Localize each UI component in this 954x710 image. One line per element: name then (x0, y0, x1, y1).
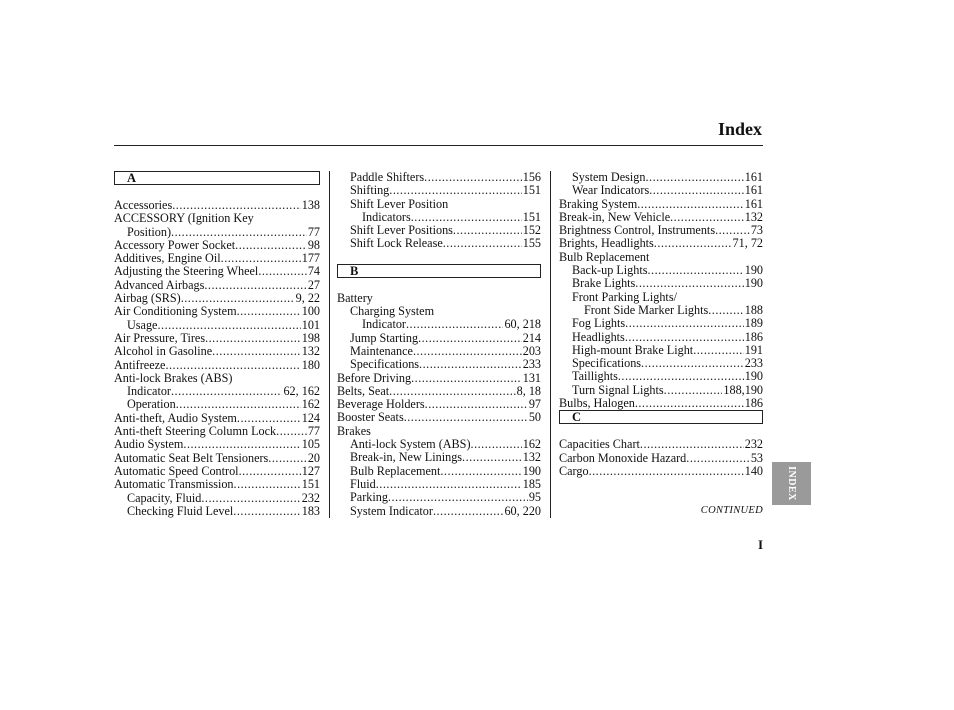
index-entry[interactable] (337, 211, 541, 224)
dot-leader (425, 398, 528, 411)
entry-term: Capacities Chart (559, 437, 640, 452)
dot-leader (237, 305, 301, 318)
index-entry[interactable] (559, 384, 763, 397)
entry-term: Carbon Monoxide Hazard (559, 450, 687, 465)
entry-page: 188 (744, 302, 763, 317)
index-entry[interactable] (337, 491, 541, 504)
dot-leader (212, 345, 301, 358)
dot-leader (413, 345, 522, 358)
entry-term: System Indicator (350, 503, 433, 518)
entry-term: Turn Signal Lights (572, 382, 664, 397)
entry-term: Accessory Power Socket (114, 237, 236, 252)
index-entry[interactable] (337, 292, 541, 305)
dot-leader (411, 372, 522, 385)
dot-leader (157, 319, 300, 332)
dot-leader (618, 370, 744, 383)
index-entry[interactable] (559, 211, 763, 224)
dot-leader (235, 239, 307, 252)
dot-leader (176, 398, 301, 411)
dot-leader (406, 318, 503, 331)
index-entry[interactable] (559, 397, 763, 410)
entry-page: 105 (301, 437, 320, 452)
entry-term: Shift Lock Release (350, 236, 443, 251)
entry-page: 162 (301, 397, 320, 412)
entry-term: Charging System (350, 304, 435, 319)
dot-leader (239, 465, 301, 478)
entry-term: Automatic Transmission (114, 477, 234, 492)
entry-page: 74 (307, 264, 320, 279)
index-entry[interactable] (114, 212, 320, 225)
entry-page: 151 (301, 477, 320, 492)
entry-term: Usage (127, 317, 158, 332)
entry-term: Wear Indicators (572, 183, 650, 198)
index-entry[interactable] (114, 345, 320, 358)
entry-term: Advanced Airbags (114, 277, 205, 292)
entry-term: Specifications (350, 357, 420, 372)
entry-term: Automatic Speed Control (114, 463, 239, 478)
continued-note: CONTINUED (700, 505, 763, 516)
index-entry[interactable] (114, 319, 320, 332)
entry-term: Front Side Marker Lights (584, 302, 709, 317)
index-entry[interactable] (337, 438, 541, 451)
index-entry[interactable] (559, 317, 763, 330)
index-entry[interactable] (337, 451, 541, 464)
index-entry[interactable] (114, 252, 320, 265)
index-column-1 (114, 171, 320, 518)
entry-page: 77 (307, 424, 320, 439)
entry-page: 155 (522, 236, 541, 251)
entry-page: 60, 218 (504, 317, 541, 332)
dot-leader (237, 412, 301, 425)
dot-leader (181, 292, 295, 305)
entry-term: Booster Seats (337, 410, 404, 425)
dot-leader (589, 465, 744, 478)
entry-term: Taillights (572, 369, 618, 384)
entry-term: Anti-theft, Audio System (114, 410, 237, 425)
index-entry[interactable] (337, 318, 541, 331)
index-entry[interactable] (114, 199, 320, 212)
entry-page: 95 (528, 490, 541, 505)
index-entry[interactable] (114, 505, 320, 518)
index-entry[interactable] (114, 478, 320, 491)
index-entry[interactable] (559, 198, 763, 211)
entry-page: 131 (522, 370, 541, 385)
entry-page: 101 (301, 317, 320, 332)
index-entry[interactable] (559, 452, 763, 465)
index-entry[interactable] (559, 291, 763, 304)
dot-leader (276, 425, 307, 438)
dot-leader (376, 478, 522, 491)
entry-term: Back-up Lights (572, 263, 648, 278)
dot-leader (640, 438, 744, 451)
dot-leader (641, 357, 744, 370)
entry-page: 161 (744, 196, 763, 211)
index-entry[interactable] (559, 370, 763, 383)
index-entry[interactable] (559, 344, 763, 357)
title-rule (114, 145, 763, 146)
index-entry[interactable] (114, 425, 320, 438)
dot-leader (204, 279, 306, 292)
entry-term: Adjusting the Steering Wheel (114, 264, 259, 279)
entry-term: Brightness Control, Instruments (559, 223, 716, 238)
dot-leader (664, 384, 723, 397)
entry-page: 186 (744, 329, 763, 344)
section-letter: B (337, 264, 541, 278)
dot-leader (171, 385, 282, 398)
entry-term: Battery (337, 290, 373, 305)
index-entry[interactable] (114, 398, 320, 411)
section-letter: C (559, 410, 763, 424)
dot-leader (708, 304, 743, 317)
entry-page: 233 (522, 357, 541, 372)
index-entry[interactable] (559, 465, 763, 478)
entry-page: 180 (301, 357, 320, 372)
entry-page: 140 (744, 463, 763, 478)
entry-term: Indicators (362, 209, 411, 224)
dot-leader (424, 171, 522, 184)
dot-leader (440, 465, 521, 478)
index-entry[interactable] (114, 279, 320, 292)
index-entry[interactable] (337, 184, 541, 197)
dot-leader (258, 265, 307, 278)
dot-leader (221, 252, 301, 265)
entry-term: Break-in, New Vehicle (559, 209, 671, 224)
index-entry[interactable] (337, 198, 541, 211)
index-entry[interactable] (337, 505, 541, 518)
dot-leader (183, 438, 300, 451)
side-tab-label: INDEX (785, 466, 797, 501)
entry-page: 214 (522, 330, 541, 345)
entry-term: Bulb Replacement (559, 249, 650, 264)
entry-term: Before Driving (337, 370, 412, 385)
entry-term: Parking (350, 490, 388, 505)
entry-term: High-mount Brake Light (572, 342, 694, 357)
index-entry[interactable] (559, 357, 763, 370)
page-title: Index (717, 119, 762, 139)
entry-page: 73 (750, 223, 763, 238)
dot-leader (234, 478, 301, 491)
dot-leader (654, 237, 732, 250)
dot-leader (686, 452, 750, 465)
entry-page: 132 (522, 450, 541, 465)
index-entry[interactable] (559, 184, 763, 197)
index-entry[interactable] (559, 251, 763, 264)
entry-page: 190 (744, 369, 763, 384)
index-entry[interactable] (559, 331, 763, 344)
section-letter: A (114, 171, 320, 185)
entry-page: 191 (744, 342, 763, 357)
index-entry[interactable] (337, 305, 541, 318)
entry-term: Fog Lights (572, 316, 626, 331)
dot-leader (165, 359, 300, 372)
column-divider (329, 171, 330, 518)
entry-term: Brake Lights (572, 276, 636, 291)
entry-term: Position) (127, 224, 172, 239)
dot-leader (693, 344, 744, 357)
entry-term: Operation (127, 397, 176, 412)
dot-leader (205, 332, 301, 345)
index-entry[interactable] (337, 465, 541, 478)
entry-term: Air Pressure, Tires (114, 330, 206, 345)
dot-leader (637, 198, 744, 211)
entry-page: 60, 220 (504, 503, 541, 518)
index-entry[interactable] (337, 224, 541, 237)
entry-term: Brights, Headlights (559, 236, 654, 251)
index-entry[interactable] (337, 372, 541, 385)
section-gap (337, 251, 541, 264)
dot-leader (411, 211, 522, 224)
index-entry[interactable] (337, 385, 541, 398)
entry-page: 8, 18 (516, 383, 541, 398)
entry-page: 161 (744, 170, 763, 184)
entry-term: Headlights (572, 329, 625, 344)
entry-page: 185 (522, 476, 541, 491)
index-entry[interactable] (114, 239, 320, 252)
entry-term: Additives, Engine Oil (114, 251, 221, 266)
index-entry[interactable] (337, 411, 541, 424)
index-entry[interactable] (559, 237, 763, 250)
entry-page: 151 (522, 183, 541, 198)
entry-page: 161 (744, 183, 763, 198)
index-entry[interactable] (114, 359, 320, 372)
index-entry[interactable] (559, 304, 763, 317)
entry-page: 132 (301, 344, 320, 359)
entry-term: Anti-lock Brakes (ABS) (114, 370, 233, 385)
entry-page: 190 (522, 463, 541, 478)
entry-term: Shifting (350, 183, 390, 198)
entry-page: 156 (522, 170, 541, 184)
entry-term: Shift Lever Positions (350, 223, 453, 238)
dot-leader (172, 199, 301, 212)
entry-term: Front Parking Lights/ (572, 289, 677, 304)
dot-leader (647, 264, 743, 277)
index-entry[interactable] (337, 237, 541, 250)
dot-leader (635, 277, 743, 290)
entry-page: 151 (522, 209, 541, 224)
dot-leader (453, 224, 522, 237)
entry-page: 20 (307, 450, 320, 465)
dot-leader (649, 184, 744, 197)
entry-term: Indicator (362, 317, 406, 332)
dot-leader (404, 411, 528, 424)
entry-term: Anti-lock System (ABS) (350, 437, 471, 452)
index-entry[interactable] (559, 438, 763, 451)
entry-term: Paddle Shifters (350, 170, 425, 184)
entry-term: Indicator (127, 384, 171, 399)
entry-term: Specifications (572, 356, 642, 371)
entry-term: Anti-theft Steering Column Lock (114, 424, 277, 439)
index-entry[interactable] (337, 358, 541, 371)
dot-leader (201, 492, 300, 505)
entry-term: Shift Lever Position (350, 196, 449, 211)
entry-term: Belts, Seat (337, 383, 390, 398)
entry-term: Brakes (337, 423, 371, 438)
dot-leader (443, 237, 522, 250)
index-entry[interactable] (114, 332, 320, 345)
entry-page: 190 (744, 263, 763, 278)
entry-page: 62, 162 (283, 384, 320, 399)
entry-page: 9, 22 (295, 291, 320, 306)
index-entry[interactable] (114, 385, 320, 398)
entry-page: 100 (301, 304, 320, 319)
entry-term: Bulbs, Halogen (559, 396, 635, 411)
page-number: I (757, 537, 763, 552)
entry-page: 27 (307, 277, 320, 292)
entry-term: Checking Fluid Level (127, 503, 234, 518)
dot-leader (389, 385, 515, 398)
dot-leader (268, 452, 307, 465)
entry-term: Cargo (559, 463, 589, 478)
entry-page: 186 (744, 396, 763, 411)
entry-term: ACCESSORY (Ignition Key (114, 211, 254, 226)
entry-page: 198 (301, 330, 320, 345)
entry-page: 190 (744, 276, 763, 291)
entry-page: 124 (301, 410, 320, 425)
dot-leader (418, 332, 522, 345)
entry-page: 71, 72 (732, 236, 763, 251)
index-entry[interactable] (114, 492, 320, 505)
dot-leader (670, 211, 744, 224)
entry-page: 53 (750, 450, 763, 465)
entry-term: System Design (572, 170, 646, 184)
dot-leader (233, 505, 300, 518)
entry-page: 162 (522, 437, 541, 452)
dot-leader (171, 226, 307, 239)
index-entry[interactable] (559, 277, 763, 290)
index-column-3 (559, 171, 763, 478)
entry-term: Automatic Seat Belt Tensioners (114, 450, 269, 465)
dot-leader (715, 224, 750, 237)
index-entry[interactable] (337, 332, 541, 345)
dot-leader (419, 358, 522, 371)
entry-term: Air Conditioning System (114, 304, 237, 319)
index-entry[interactable] (114, 265, 320, 278)
entry-term: Audio System (114, 437, 184, 452)
index-side-tab[interactable] (772, 462, 811, 505)
entry-term: Beverage Holders (337, 397, 425, 412)
entry-page: 177 (301, 251, 320, 266)
entry-page: 97 (528, 397, 541, 412)
index-entry[interactable] (337, 345, 541, 358)
index-entry[interactable] (337, 478, 541, 491)
entry-page: 233 (744, 356, 763, 371)
index-entry[interactable] (114, 438, 320, 451)
index-column-2 (337, 171, 541, 518)
entry-page: 188,190 (723, 382, 763, 397)
dot-leader (462, 451, 522, 464)
entry-page: 189 (744, 316, 763, 331)
dot-leader (625, 317, 744, 330)
index-entry[interactable] (114, 465, 320, 478)
entry-term: Break-in, New Linings (350, 450, 463, 465)
dot-leader (388, 491, 528, 504)
entry-term: Bulb Replacement (350, 463, 441, 478)
entry-page: 50 (528, 410, 541, 425)
index-entry[interactable] (114, 452, 320, 465)
entry-page: 232 (744, 437, 763, 452)
entry-term: Fluid (350, 476, 376, 491)
index-entry[interactable] (114, 372, 320, 385)
index-entry[interactable] (114, 305, 320, 318)
dot-leader (471, 438, 522, 451)
entry-page: 152 (522, 223, 541, 238)
entry-page: 203 (522, 343, 541, 358)
entry-term: Capacity, Fluid (127, 490, 202, 505)
index-entry[interactable] (559, 264, 763, 277)
dot-leader (433, 505, 504, 518)
index-entry[interactable] (559, 171, 763, 184)
index-entry[interactable] (114, 292, 320, 305)
dot-leader (625, 331, 744, 344)
entry-term: Braking System (559, 196, 638, 211)
index-entry[interactable] (337, 171, 541, 184)
entry-page: 77 (307, 224, 320, 239)
entry-page: 127 (301, 463, 320, 478)
entry-term: Airbag (SRS) (114, 291, 181, 306)
dot-leader (389, 184, 521, 197)
entry-term: Maintenance (350, 343, 413, 358)
dot-leader (645, 171, 743, 184)
index-entry[interactable] (114, 412, 320, 425)
index-entry[interactable] (337, 398, 541, 411)
entry-page: 183 (301, 503, 320, 518)
index-entry[interactable] (559, 224, 763, 237)
column-divider (550, 171, 551, 518)
entry-term: Accessories (114, 198, 173, 212)
entry-page: 138 (301, 198, 320, 212)
entry-page: 132 (744, 209, 763, 224)
entry-page: 98 (307, 237, 320, 252)
entry-term: Jump Starting (350, 330, 419, 345)
index-entry[interactable] (114, 226, 320, 239)
entry-term: Antifreeze (114, 357, 166, 372)
dot-leader (635, 397, 744, 410)
entry-page: 232 (301, 490, 320, 505)
index-entry[interactable] (337, 425, 541, 438)
entry-term: Alcohol in Gasoline (114, 344, 213, 359)
